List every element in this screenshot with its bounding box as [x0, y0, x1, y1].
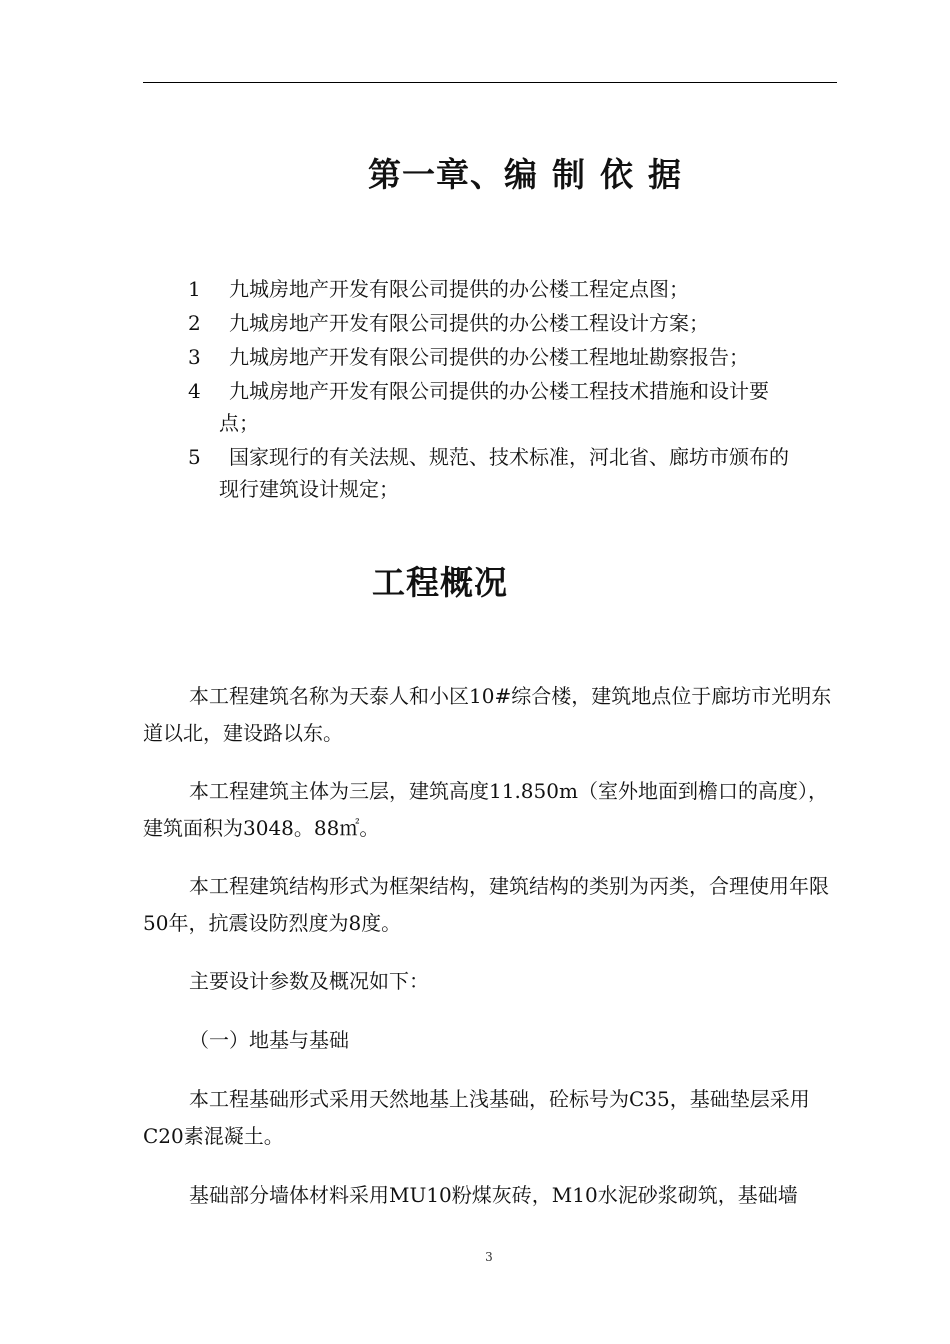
list-item — [143, 273, 843, 305]
list-item-continuation: 点； — [219, 411, 259, 435]
section-subtitle: （一）地基与基础 — [189, 1028, 349, 1052]
header-rule — [143, 82, 837, 83]
list-item-text: 九城房地产开发有限公司提供的办公楼工程定点图； — [229, 277, 689, 301]
list-item — [143, 341, 843, 373]
basis-list — [143, 273, 843, 507]
list-item — [143, 375, 843, 439]
list-item-text: 九城房地产开发有限公司提供的办公楼工程设计方案； — [229, 311, 709, 335]
list-item — [143, 307, 843, 339]
paragraph-foundation: 本工程基础形式采用天然地基上浅基础，砼标号为C35，基础垫层采用C20素混凝土。 — [143, 1087, 810, 1148]
list-item-continuation: 现行建筑设计规定； — [219, 477, 399, 501]
list-item-number: 3 — [188, 345, 201, 369]
overview-title: 工程概况 — [372, 563, 508, 602]
paragraph-foundation-wall: 基础部分墙体材料采用MU10粉煤灰砖，M10水泥砂浆砌筑，基础墙 — [189, 1183, 798, 1207]
list-item-text: 国家现行的有关法规、规范、技术标准，河北省、廊坊市颁布的 — [229, 445, 789, 469]
paragraph-structure: 本工程建筑结构形式为框架结构，建筑结构的类别为丙类，合理使用年限50年，抗震设防烈度为8度。 — [143, 874, 829, 935]
page-number: 3 — [485, 1250, 493, 1264]
chapter-title: 第一章、编 制 依 据 — [368, 155, 682, 194]
list-item-number: 2 — [188, 311, 201, 335]
list-item-number: 5 — [188, 445, 201, 469]
paragraph-building-height: 本工程建筑主体为三层，建筑高度11.850m（室外地面到檐口的高度），建筑面积为3048。88㎡。 — [143, 779, 828, 840]
paragraph-design-params: 主要设计参数及概况如下： — [189, 969, 429, 993]
paragraph-building-name: 本工程建筑名称为天泰人和小区10#综合楼，建筑地点位于廊坊市光明东道以北，建设路以东。 — [143, 684, 832, 745]
list-item-number: 4 — [188, 379, 201, 403]
list-item-number: 1 — [188, 277, 201, 301]
list-item-text: 九城房地产开发有限公司提供的办公楼工程技术措施和设计要 — [229, 379, 769, 403]
list-item — [143, 441, 843, 505]
list-item-text: 九城房地产开发有限公司提供的办公楼工程地址勘察报告； — [229, 345, 749, 369]
